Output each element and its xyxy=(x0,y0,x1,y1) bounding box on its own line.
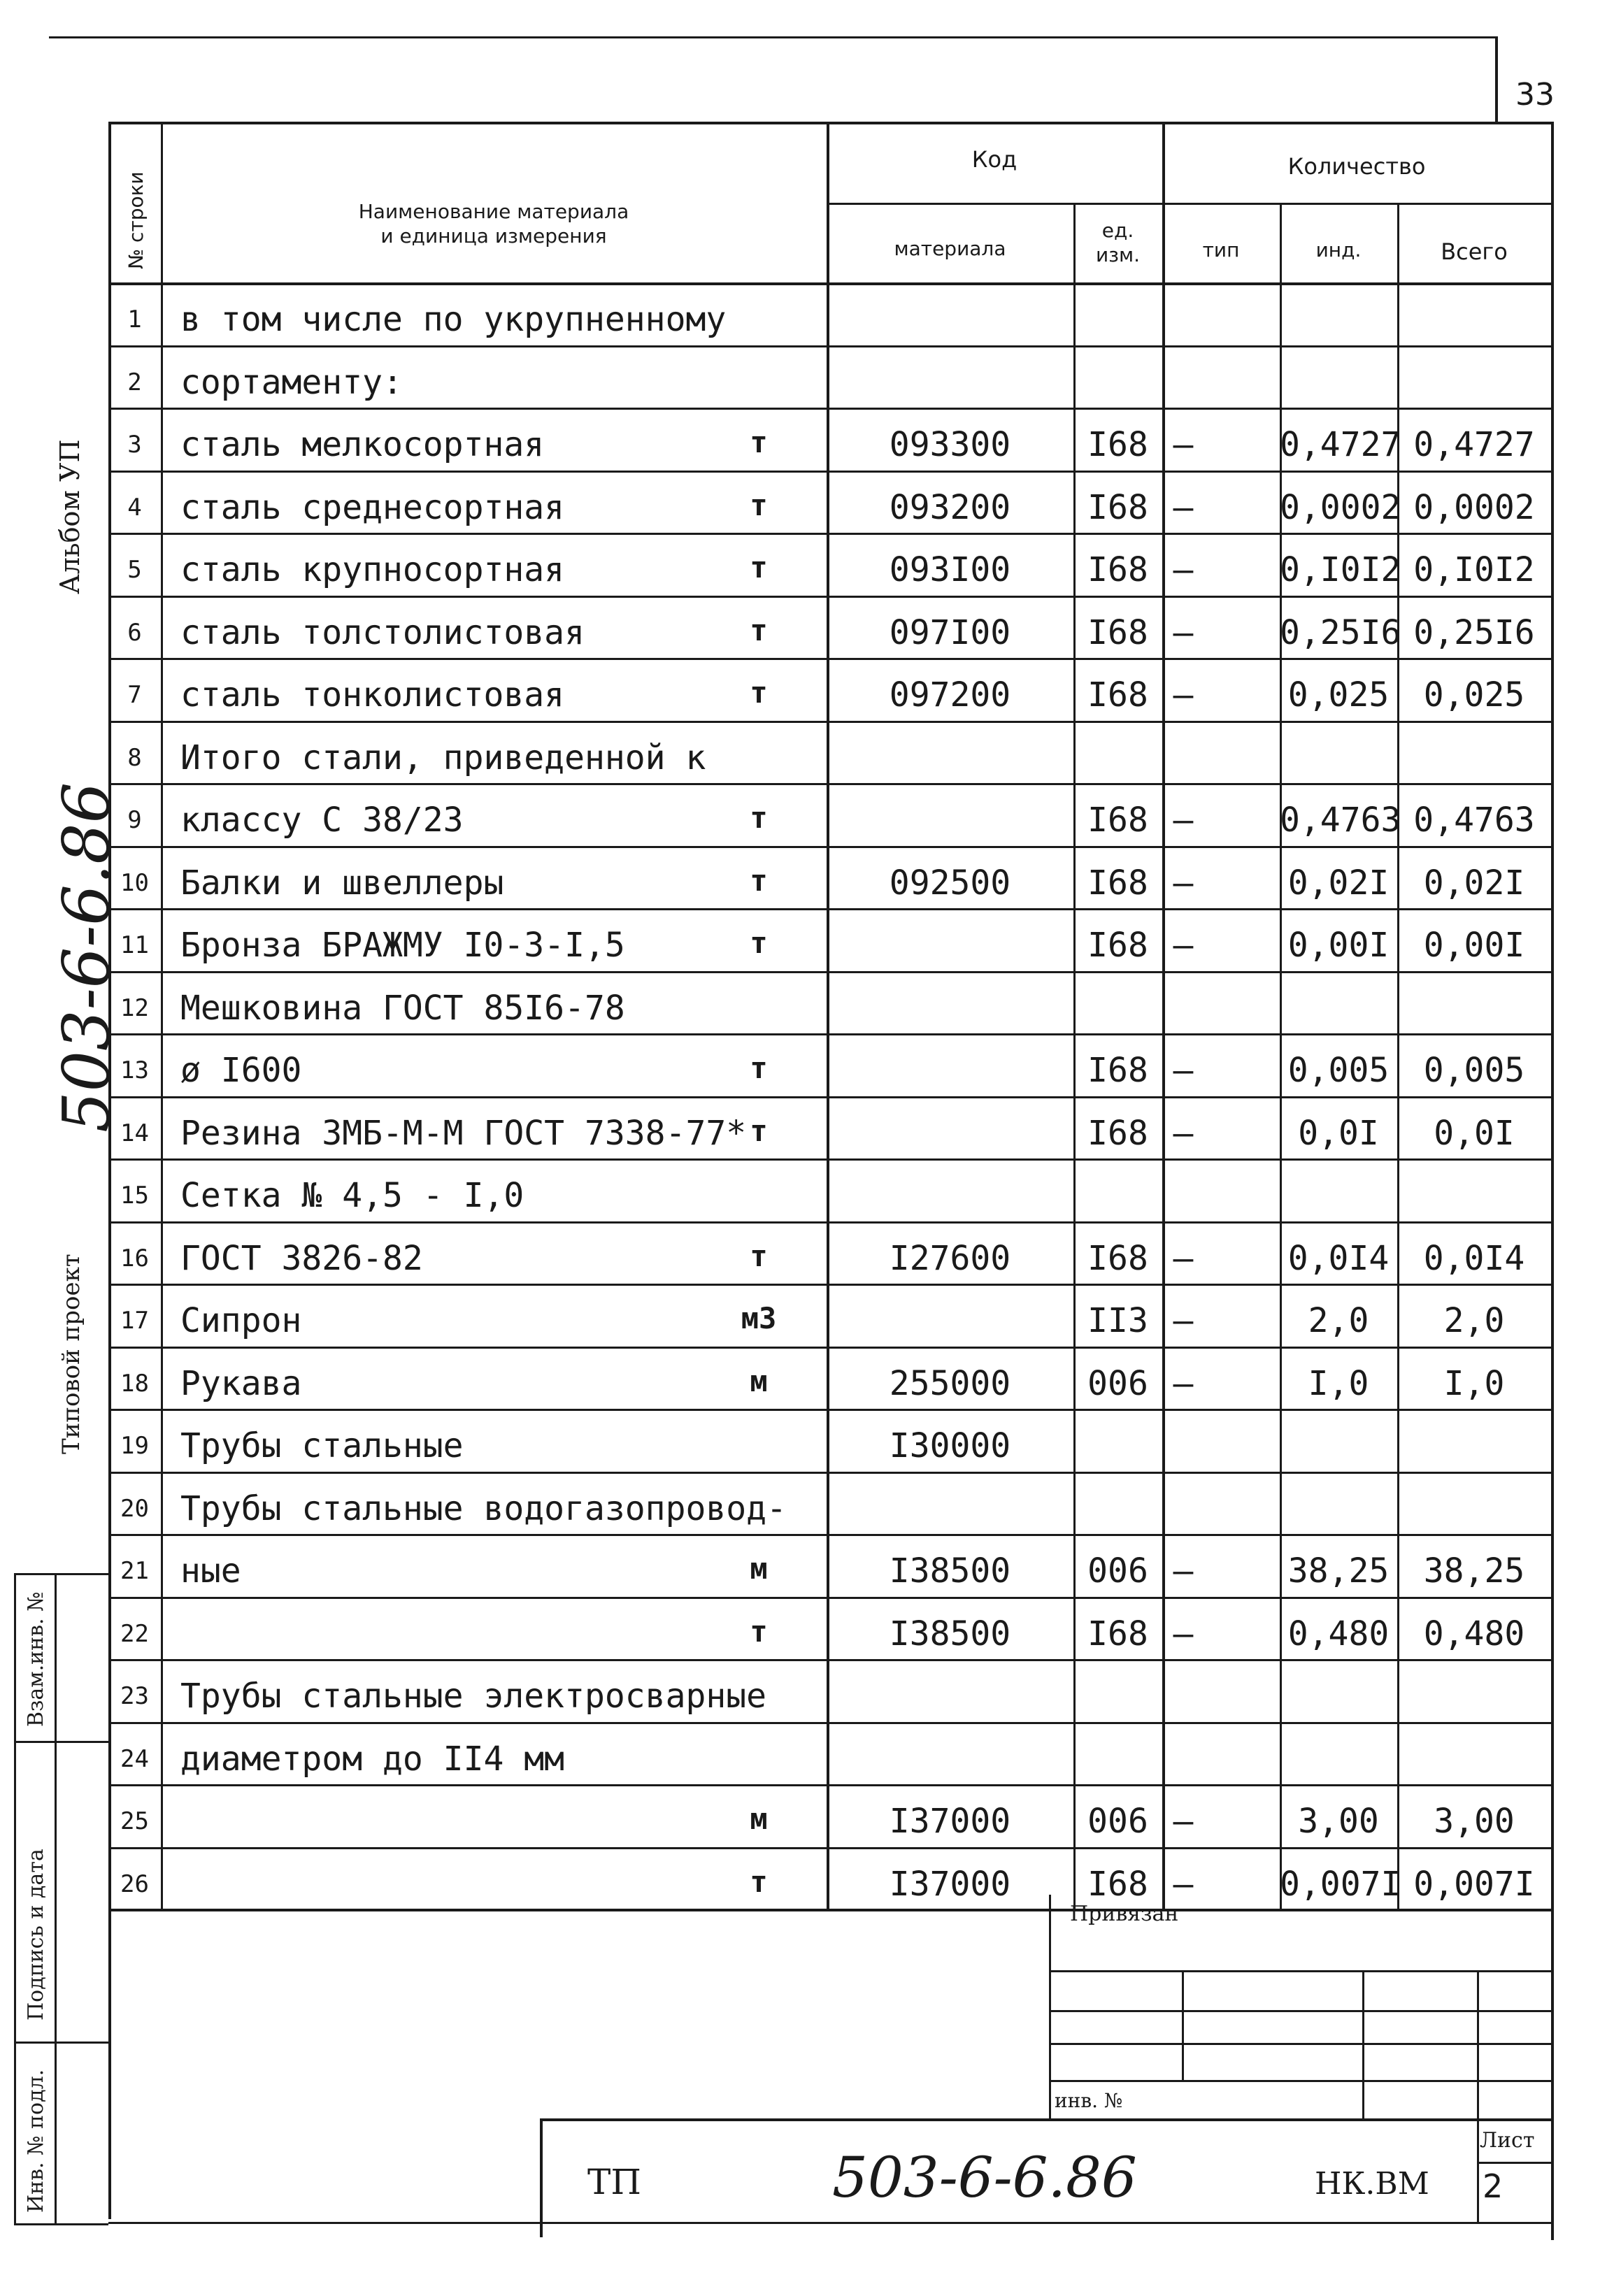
header-code: Код xyxy=(971,146,1017,173)
col-line-rownum xyxy=(161,122,163,1909)
attached-line2 xyxy=(1049,2010,1551,2012)
unit-code: I68 xyxy=(1087,1051,1148,1091)
unit-code: I68 xyxy=(1087,612,1148,652)
qty-type: – xyxy=(1173,1301,1194,1341)
row-separator xyxy=(108,1784,1552,1786)
attached-line1 xyxy=(1049,1970,1551,1972)
header-name-line2: и единица измерения xyxy=(380,224,607,247)
unit-code: 006 xyxy=(1087,1363,1148,1403)
qty-individual: 0,I0I2 xyxy=(1280,550,1401,590)
material-name: Резина 3МБ-М-М ГОСТ 7338-77* xyxy=(180,1113,747,1153)
qty-total: 0,4763 xyxy=(1413,801,1535,840)
qty-individual: 38,25 xyxy=(1287,1551,1390,1591)
material-code: I27600 xyxy=(889,1238,1011,1278)
unit-code: I68 xyxy=(1087,863,1148,903)
sheet-label: Лист xyxy=(1480,2128,1535,2153)
qty-total: 0,4727 xyxy=(1413,425,1535,465)
table-bottom-line xyxy=(108,1909,1552,1911)
material-code: 255000 xyxy=(889,1363,1011,1403)
title-doc-code: НК.ВМ xyxy=(1315,2166,1429,2202)
qty-type: – xyxy=(1173,1614,1194,1653)
row-number: 11 xyxy=(120,931,149,960)
row-number: 22 xyxy=(120,1619,149,1648)
attached-col2 xyxy=(1362,1970,1364,2118)
side-stamp-sep2 xyxy=(14,2042,108,2044)
row-number: 24 xyxy=(120,1744,149,1773)
qty-type: – xyxy=(1173,863,1194,903)
material-code: I30000 xyxy=(889,1426,1011,1466)
measure-unit: т xyxy=(750,1051,768,1086)
qty-type: – xyxy=(1173,612,1194,652)
row-number: 16 xyxy=(120,1244,149,1272)
unit-code: I68 xyxy=(1087,550,1148,590)
measure-unit: т xyxy=(750,487,768,522)
qty-total: 0,0002 xyxy=(1413,487,1535,527)
unit-code: I68 xyxy=(1087,801,1148,840)
material-name: Бронза БРАЖМУ I0-3-I,5 xyxy=(180,926,625,966)
row-number: 19 xyxy=(120,1432,149,1461)
row-separator xyxy=(108,1659,1552,1661)
material-name: сталь среднесортная xyxy=(180,487,565,527)
measure-unit: т xyxy=(750,1113,768,1148)
qty-individual: 2,0 xyxy=(1308,1301,1369,1341)
qty-total: 0,0I4 xyxy=(1423,1238,1525,1278)
side-stamp-bottom xyxy=(14,2223,108,2225)
qty-type: – xyxy=(1173,1864,1194,1904)
row-number: 8 xyxy=(127,743,142,772)
side-stamp-left xyxy=(14,1573,16,2223)
qty-type: – xyxy=(1173,801,1194,840)
header-material: материала xyxy=(894,237,1006,260)
material-code: 097I00 xyxy=(889,612,1011,652)
row-separator xyxy=(108,1284,1552,1286)
material-name: Балки и швеллеры xyxy=(180,863,504,903)
measure-unit: т xyxy=(750,612,768,647)
material-code: 092500 xyxy=(889,863,1011,903)
title-tp: ТП xyxy=(587,2162,641,2202)
qty-individual: 0,0002 xyxy=(1280,487,1401,527)
material-name: Сетка № 4,5 - I,0 xyxy=(180,1176,524,1216)
material-name: Трубы стальные xyxy=(180,1426,464,1466)
material-name: Мешковина ГОСТ 85I6-78 xyxy=(180,988,625,1028)
measure-unit: т xyxy=(750,926,768,961)
row-separator xyxy=(108,1534,1552,1536)
measure-unit: м xyxy=(750,1363,768,1398)
unit-code: I68 xyxy=(1087,487,1148,527)
header-quantity: Количество xyxy=(1287,153,1426,180)
row-separator xyxy=(108,345,1552,347)
row-separator xyxy=(108,1597,1552,1599)
measure-unit: т xyxy=(750,550,768,585)
unit-code: I68 xyxy=(1087,1864,1148,1904)
qty-individual: 0,00I xyxy=(1287,926,1390,966)
header-unit-line2: изм. xyxy=(1095,243,1141,266)
title-project-code: 503-6-6.86 xyxy=(832,2145,1137,2210)
row-number: 20 xyxy=(120,1494,149,1523)
row-number: 18 xyxy=(120,1369,149,1398)
row-number: 13 xyxy=(120,1056,149,1085)
stamp-signature-date: Подпись и дата xyxy=(24,1849,48,2021)
measure-unit: т xyxy=(750,1864,768,1899)
row-separator xyxy=(108,1472,1552,1474)
row-separator xyxy=(108,971,1552,973)
sheet-box-split xyxy=(1477,2162,1551,2164)
row-number: 9 xyxy=(127,806,142,835)
row-number: 23 xyxy=(120,1682,149,1711)
row-number: 2 xyxy=(127,368,142,396)
qty-type: – xyxy=(1173,1051,1194,1091)
album-label: Альбом УП xyxy=(55,439,85,594)
row-number: 17 xyxy=(120,1307,149,1335)
qty-individual: 0,25I6 xyxy=(1280,612,1401,652)
material-name: сталь мелкосортная xyxy=(180,425,545,465)
bottom-edge-line xyxy=(108,2222,1552,2224)
attached-line4 xyxy=(1049,2080,1551,2082)
measure-unit: т xyxy=(750,675,768,710)
side-stamp-top xyxy=(14,1573,108,1575)
row-number: 10 xyxy=(120,868,149,897)
stamp-original-inv: Инв. № подл. xyxy=(24,2069,48,2213)
attached-col3 xyxy=(1477,1970,1479,2118)
side-stamp-sep1 xyxy=(14,1741,108,1743)
qty-total: 38,25 xyxy=(1423,1551,1525,1591)
qty-total: 0,480 xyxy=(1423,1614,1525,1653)
row-separator xyxy=(108,533,1552,535)
unit-code: I68 xyxy=(1087,675,1148,715)
material-name: ø I600 xyxy=(180,1051,302,1091)
unit-code: 006 xyxy=(1087,1802,1148,1842)
header-unit xyxy=(1073,218,1162,267)
header-name xyxy=(161,199,827,248)
unit-code: 006 xyxy=(1087,1551,1148,1591)
material-name: Сипрон xyxy=(180,1301,302,1341)
material-code: I38500 xyxy=(889,1614,1011,1653)
qty-type: – xyxy=(1173,1802,1194,1842)
qty-individual: 0,02I xyxy=(1287,863,1390,903)
qty-total: 0,007I xyxy=(1413,1864,1535,1904)
header-type: тип xyxy=(1202,238,1240,261)
unit-code: I68 xyxy=(1087,926,1148,966)
attached-box-left xyxy=(1049,1895,1051,2118)
sheet-number: 2 xyxy=(1483,2167,1504,2205)
material-name: сталь крупносортная xyxy=(180,550,565,590)
qty-individual: I,0 xyxy=(1308,1363,1369,1403)
header-split-line xyxy=(827,203,1551,205)
row-separator xyxy=(108,408,1552,410)
material-name: в том числе по укрупненному xyxy=(180,300,727,340)
qty-individual: 0,0I xyxy=(1298,1113,1379,1153)
unit-code: I68 xyxy=(1087,1238,1148,1278)
row-separator xyxy=(108,471,1552,473)
page-number-box-left xyxy=(1495,36,1498,122)
material-code: 093200 xyxy=(889,487,1011,527)
qty-type: – xyxy=(1173,1238,1194,1278)
row-separator xyxy=(108,1409,1552,1411)
material-code: 093I00 xyxy=(889,550,1011,590)
side-project-code: 503-6-6.86 xyxy=(49,782,124,1133)
unit-code: I68 xyxy=(1087,1614,1148,1653)
page-number: 33 xyxy=(1515,77,1555,113)
row-number: 3 xyxy=(127,431,142,459)
qty-total: 0,00I xyxy=(1423,926,1525,966)
qty-type: – xyxy=(1173,425,1194,465)
qty-total: 0,0I xyxy=(1434,1113,1515,1153)
qty-total: I,0 xyxy=(1443,1363,1505,1403)
row-separator xyxy=(108,783,1552,785)
material-name: классу С 38/23 xyxy=(180,801,464,840)
qty-type: – xyxy=(1173,1551,1194,1591)
row-number: 6 xyxy=(127,618,142,647)
qty-total: 0,025 xyxy=(1423,675,1525,715)
qty-individual: 0,005 xyxy=(1287,1051,1390,1091)
header-row-number: № строки xyxy=(124,171,148,269)
header-total: Всего xyxy=(1441,238,1508,265)
unit-code: I68 xyxy=(1087,425,1148,465)
row-separator xyxy=(108,1847,1552,1849)
sheet-box-left xyxy=(1477,2118,1479,2223)
material-name: ГОСТ 3826-82 xyxy=(180,1238,423,1278)
row-number: 4 xyxy=(127,493,142,522)
qty-individual: 0,4727 xyxy=(1280,425,1401,465)
material-name: Итого стали, приведенной к xyxy=(180,738,706,777)
row-number: 7 xyxy=(127,681,142,710)
measure-unit: м xyxy=(750,1551,768,1586)
attached-line3 xyxy=(1049,2043,1551,2045)
qty-individual: 0,0I4 xyxy=(1287,1238,1390,1278)
unit-code: I68 xyxy=(1087,1113,1148,1153)
qty-type: – xyxy=(1173,926,1194,966)
top-edge-line xyxy=(49,36,1495,38)
material-name: Рукава xyxy=(180,1363,302,1403)
measure-unit: м3 xyxy=(741,1301,777,1336)
material-name: сортаменту: xyxy=(180,362,403,402)
material-code: I37000 xyxy=(889,1864,1011,1904)
qty-type: – xyxy=(1173,1363,1194,1403)
row-number: 12 xyxy=(120,993,149,1022)
measure-unit: т xyxy=(750,425,768,460)
title-top-line xyxy=(540,2118,1551,2121)
qty-individual: 0,007I xyxy=(1280,1864,1401,1904)
material-name: сталь толстолистовая xyxy=(180,612,585,652)
row-number: 21 xyxy=(120,1557,149,1586)
material-name: ные xyxy=(180,1551,241,1591)
row-separator xyxy=(108,1158,1552,1161)
measure-unit: т xyxy=(750,863,768,898)
measure-unit: м xyxy=(750,1802,768,1837)
row-separator xyxy=(108,1722,1552,1724)
row-separator xyxy=(108,908,1552,910)
material-code: 093300 xyxy=(889,425,1011,465)
material-name: диаметром до II4 мм xyxy=(180,1739,565,1779)
qty-type: – xyxy=(1173,675,1194,715)
row-number: 25 xyxy=(120,1807,149,1836)
row-separator xyxy=(108,1033,1552,1035)
row-separator xyxy=(108,1221,1552,1224)
row-number: 14 xyxy=(120,1119,149,1147)
qty-total: 2,0 xyxy=(1443,1301,1505,1341)
row-separator xyxy=(108,1347,1552,1349)
qty-type: – xyxy=(1173,1113,1194,1153)
qty-total: 0,I0I2 xyxy=(1413,550,1535,590)
header-individual: инд. xyxy=(1315,238,1362,261)
row-number: 15 xyxy=(120,1182,149,1210)
row-separator xyxy=(108,721,1552,723)
qty-type: – xyxy=(1173,550,1194,590)
material-name: Трубы стальные электросварные xyxy=(180,1677,767,1716)
measure-unit: т xyxy=(750,1238,768,1273)
qty-individual: 0,025 xyxy=(1287,675,1390,715)
stamp-replacement-inv: Взам.инв. № xyxy=(24,1591,48,1727)
row-separator xyxy=(108,1096,1552,1098)
material-code: I37000 xyxy=(889,1802,1011,1842)
header-name-line1: Наименование материала xyxy=(358,200,629,223)
row-separator xyxy=(108,658,1552,660)
header-bottom-line xyxy=(108,282,1552,285)
row-separator xyxy=(108,596,1552,598)
row-separator xyxy=(108,846,1552,848)
measure-unit: т xyxy=(750,1614,768,1649)
qty-total: 0,005 xyxy=(1423,1051,1525,1091)
material-code: 097200 xyxy=(889,675,1011,715)
attached-col1 xyxy=(1182,1970,1184,2082)
header-unit-line1: ед. xyxy=(1101,219,1134,242)
typical-project-label: Типовой проект xyxy=(57,1254,85,1454)
qty-individual: 0,480 xyxy=(1287,1614,1390,1653)
qty-individual: 0,4763 xyxy=(1280,801,1401,840)
unit-code: II3 xyxy=(1087,1301,1148,1341)
title-left-line xyxy=(540,2118,543,2237)
row-number: 26 xyxy=(120,1870,149,1898)
table-top-line xyxy=(108,122,1552,124)
qty-individual: 3,00 xyxy=(1298,1802,1379,1842)
inv-number-label: инв. № xyxy=(1055,2089,1123,2112)
qty-type: – xyxy=(1173,487,1194,527)
material-name: сталь тонколистовая xyxy=(180,675,565,715)
table-right-line xyxy=(1551,122,1554,2240)
measure-unit: т xyxy=(750,801,768,835)
row-number: 1 xyxy=(127,306,142,334)
material-code: I38500 xyxy=(889,1551,1011,1591)
qty-total: 0,02I xyxy=(1423,863,1525,903)
qty-total: 0,25I6 xyxy=(1413,612,1535,652)
material-name: Трубы стальные водогазопровод- xyxy=(180,1488,787,1528)
side-stamp-mid xyxy=(55,1573,57,2223)
qty-total: 3,00 xyxy=(1434,1802,1515,1842)
attached-label: Привязан xyxy=(1070,1902,1179,1926)
row-number: 5 xyxy=(127,556,142,584)
